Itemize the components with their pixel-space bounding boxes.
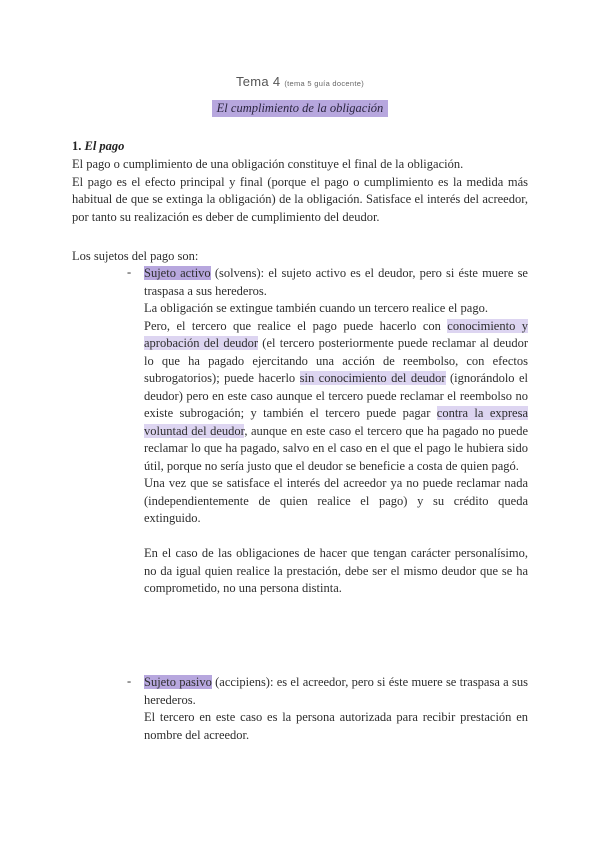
highlight-contra-voluntad: contra la expresa voluntad del deudor — [144, 406, 528, 438]
section-heading-text: El pago — [84, 139, 125, 153]
activo-p3-b: (el tercero posteriormente puede reclamar al deudor lo que ha pagado ejercitando una acción de reembolso, con efectos subrogatorios); puede hacerlo — [144, 336, 528, 385]
activo-rest: (solvens): el sujeto activo es el deudor, pero si éste muere se traspasa a sus herederos. — [144, 266, 528, 298]
pasivo-paragraph-2: El tercero en este caso es la persona autorizada para recibir prestación en nombre del acreedor. — [144, 710, 528, 742]
intro-block — [72, 156, 528, 226]
activo-paragraph-4: Una vez que se satisface el interés del acreedor ya no puede reclamar nada (independientemente de quien realice el pago) y su crédito queda extinguido. — [144, 476, 528, 525]
activo-paragraph-2: La obligación se extingue también cuando un tercero realice el pago. — [144, 301, 488, 315]
bullet-sujeto-activo — [144, 265, 528, 598]
bullet-sujeto-pasivo — [144, 674, 528, 744]
highlight-sin-conocimiento: sin conocimiento del deudor — [299, 371, 446, 385]
page-title — [0, 74, 600, 89]
title-note: (tema 5 guía docente) — [284, 79, 365, 88]
activo-p3-d: , aunque en este caso el tercero que ha pagado no puede reclamar lo que ha pagado, salvo en el caso en el que el pago le hubiera sido útil, porque no sería justo que el deudor se beneficie a costa de quien pagó. — [144, 423, 528, 473]
activo-paragraph-1 — [144, 265, 528, 300]
bullet-dash-2: - — [127, 674, 132, 688]
activo-p3-a: Pero, el tercero que realice el pago puede hacerlo con — [144, 318, 448, 333]
highlight-conocimiento-aprobacion: conocimiento y aprobación del deudor — [144, 318, 529, 350]
term-sujeto-activo: Sujeto activo — [144, 266, 211, 280]
pasivo-rest: (accipiens): es el acreedor, pero si éste muere se traspasa a sus herederos. — [144, 675, 528, 707]
section-number: 1. — [72, 139, 82, 153]
title-text: Tema 4 — [235, 74, 281, 89]
term-sujeto-pasivo: Sujeto pasivo — [144, 675, 212, 689]
page-subtitle: El cumplimiento de la obligación — [212, 100, 389, 117]
section-heading — [72, 139, 124, 154]
activo-p3-c: (ignorándolo el deudor) pero en este caso aunque el tercero puede reclamar el reembolso no existe subrogación; y también el tercero puede pagar — [144, 371, 529, 420]
intro-paragraph-2: El pago es el efecto principal y final (porque el pago o cumplimiento es la medida más habitual de que se extinga la obligación) de la obligación. Satisface el interés del acreedor, por tanto su realización es deber de cumplimiento del deudor. — [72, 174, 528, 224]
subtitle-wrap — [0, 99, 600, 117]
pasivo-paragraph-1 — [144, 674, 528, 709]
activo-paragraph-3 — [144, 318, 528, 476]
intro-paragraph-1: El pago o cumplimiento de una obligación constituye el final de la obligación. — [72, 157, 464, 171]
subjects-intro: Los sujetos del pago son: — [72, 249, 199, 263]
bullet-dash-1: - — [127, 265, 132, 279]
activo-paragraph-5: En el caso de las obligaciones de hacer que tengan carácter personalísimo, no da igual quien realice la prestación, debe ser el mismo deudor que se ha comprometido, no una persona distinta. — [144, 546, 528, 595]
